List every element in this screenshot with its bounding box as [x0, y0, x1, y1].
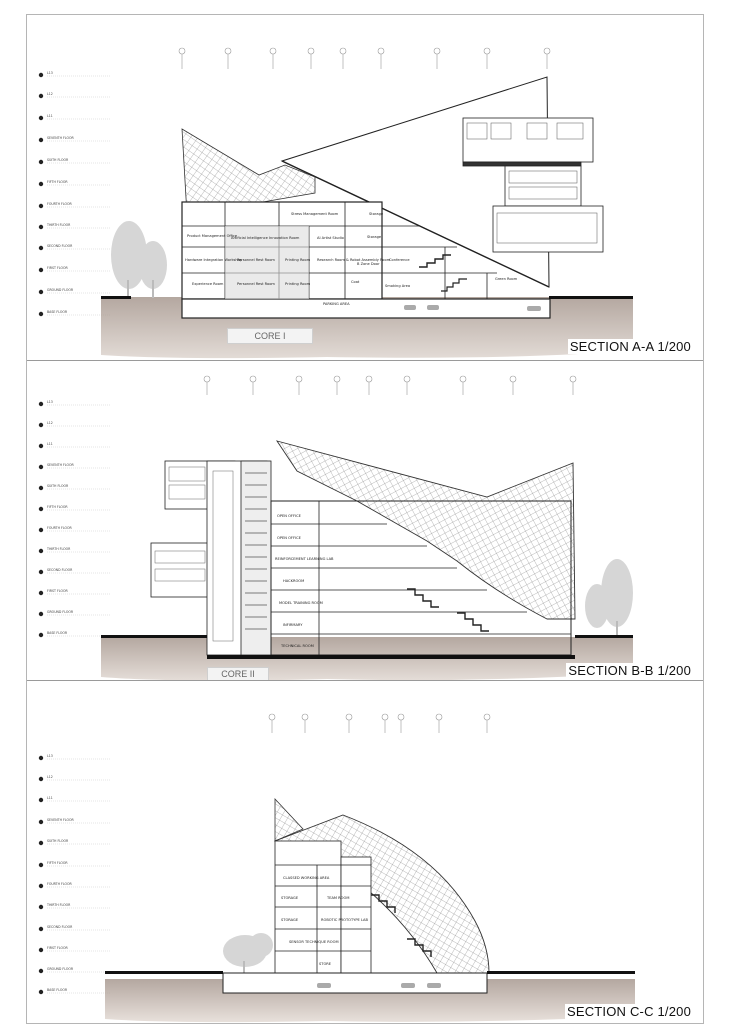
room-labels — [275, 514, 334, 648]
room-label: Stress Management Room — [291, 212, 339, 216]
section-a-panel — [27, 15, 703, 360]
level-label: FIRST FLOOR — [47, 589, 68, 593]
section-b-drawing — [27, 361, 703, 681]
level-label: SEVENTH FLOOR — [47, 136, 74, 140]
room-label: AI Artist Studio — [317, 236, 344, 240]
section-c-panel — [27, 680, 703, 1024]
level-label: FOURTH FLOOR — [47, 202, 72, 206]
level-label: SEVENTH FLOOR — [47, 818, 74, 822]
level-label: FOURTH FLOOR — [47, 526, 72, 530]
level-label: SIXTH FLOOR — [47, 158, 69, 162]
section-c-drawing — [27, 681, 703, 1024]
level-label: FIRST FLOOR — [47, 946, 68, 950]
room-label: Green Room — [495, 277, 518, 281]
room-label: Storage — [367, 235, 382, 239]
level-label: SECOND FLOOR — [47, 568, 73, 572]
room-label: Printing Room — [285, 282, 311, 286]
level-markers — [39, 400, 111, 637]
room-label: STORAGE — [281, 896, 299, 900]
section-title: SECTION B-B 1/200 — [568, 663, 691, 678]
level-label: L13 — [47, 71, 53, 75]
section-title: SECTION A-A 1/200 — [569, 339, 691, 354]
room-label: ROBOTIC PROTOTYPE LAB — [321, 918, 368, 922]
building-body — [275, 841, 371, 973]
tree-icon — [585, 559, 633, 637]
level-label: FIRST FLOOR — [47, 266, 68, 270]
level-label: FIFTH FLOOR — [47, 505, 68, 509]
room-label: Product Management Office — [187, 234, 238, 238]
tree-icon — [223, 933, 273, 975]
room-label: CLASSED WORKING AREA — [283, 876, 330, 880]
level-markers — [39, 71, 111, 316]
level-label: L13 — [47, 754, 53, 758]
level-label: SIXTH FLOOR — [47, 839, 69, 843]
level-label: FIFTH FLOOR — [47, 180, 68, 184]
level-label: BASE FLOOR — [47, 988, 68, 992]
room-label: MODEL TRAINING ROOM — [279, 601, 323, 605]
room-label: REINFORCEMENT LEARNING LAB — [275, 557, 334, 561]
room-label: TEAM ROOM — [327, 896, 350, 900]
level-label: SECOND FLOOR — [47, 244, 73, 248]
grid-axes — [204, 376, 576, 395]
core-label: CORE I — [227, 328, 313, 344]
core-label: CORE II — [207, 667, 269, 681]
level-label: BASE FLOOR — [47, 310, 68, 314]
room-label: Experience Room — [192, 282, 224, 286]
room-label: Storage — [369, 212, 384, 216]
level-label: FIFTH FLOOR — [47, 861, 68, 865]
room-label: STORAGE — [281, 918, 299, 922]
grid-axes — [269, 714, 490, 733]
level-label: GROUND FLOOR — [47, 610, 74, 614]
room-label: Smoking Area — [385, 284, 411, 288]
room-label: SENSOR TECHNIQUE ROOM — [289, 940, 339, 944]
room-label: Artificial Intelligence Innovation Room — [231, 236, 300, 240]
level-label: THIRTH FLOOR — [47, 547, 71, 551]
tree-icon — [111, 221, 167, 298]
room-label: Coat — [351, 280, 360, 284]
level-label: L11 — [47, 442, 53, 446]
level-label: THIRTH FLOOR — [47, 223, 71, 227]
level-label: L11 — [47, 796, 53, 800]
level-label: GROUND FLOOR — [47, 967, 74, 971]
level-label: L12 — [47, 775, 53, 779]
section-b-panel — [27, 360, 703, 681]
level-label: THIRTH FLOOR — [47, 903, 71, 907]
section-a-drawing — [27, 15, 703, 360]
room-label: OPEN OFFICE — [277, 514, 301, 518]
level-label: GROUND FLOOR — [47, 288, 74, 292]
section-title: SECTION C-C 1/200 — [566, 1004, 691, 1019]
room-label: B Zone Door — [357, 262, 380, 266]
level-label: BASE FLOOR — [47, 631, 68, 635]
drawing-sheet — [26, 14, 704, 1024]
room-label: INFIRMARY — [283, 623, 303, 627]
room-label: Printing Room — [285, 258, 311, 262]
level-label: L12 — [47, 421, 53, 425]
room-label: PARKING AREA — [323, 302, 350, 306]
room-label: Research Room & Robot Assembly Room — [317, 258, 391, 262]
room-label: Hardware Integration Workshop — [185, 258, 243, 262]
room-label: STORE — [319, 962, 332, 966]
room-label: Personnel Rest Room — [237, 258, 275, 262]
grid-axes — [179, 48, 550, 69]
room-label: HACKROOM — [283, 579, 305, 583]
level-label: SECOND FLOOR — [47, 925, 73, 929]
level-label: L12 — [47, 92, 53, 96]
level-markers — [39, 754, 111, 994]
level-label: L13 — [47, 400, 53, 404]
room-label: OPEN OFFICE — [277, 536, 301, 540]
level-label: FOURTH FLOOR — [47, 882, 72, 886]
room-label: TECHNICAL ROOM — [281, 644, 314, 648]
level-label: SEVENTH FLOOR — [47, 463, 74, 467]
room-label: Personnel Rest Room — [237, 282, 275, 286]
level-label: L11 — [47, 114, 53, 118]
level-label: SIXTH FLOOR — [47, 484, 69, 488]
room-label: Conference — [389, 258, 410, 262]
